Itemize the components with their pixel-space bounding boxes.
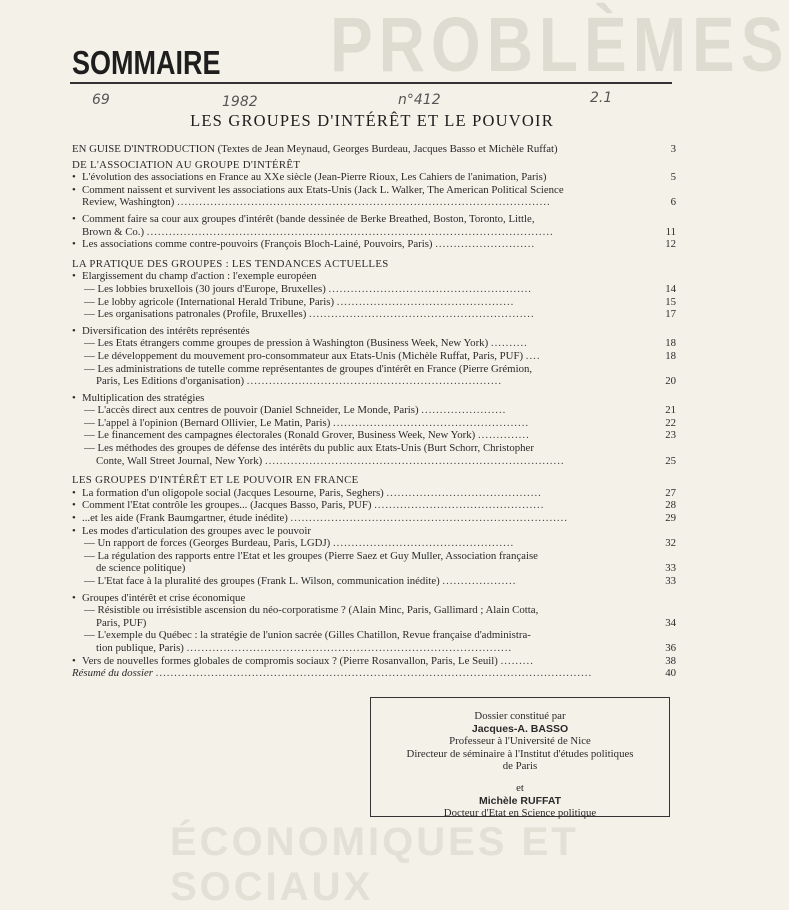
toc-page-number: 3 <box>670 143 676 155</box>
handwritten-note-1: 69 <box>92 92 110 108</box>
toc-entry-text: Paris, PUF) <box>96 616 147 629</box>
toc-page-number: 38 <box>665 654 676 667</box>
toc-entry-text: — Les Etats étrangers comme groupes de pression à Washington (Business Week, New York) <box>84 337 489 350</box>
toc-entry-text: L'évolution des associations en France au XXe siècle (Jean-Pierre Rioux, Les Cahiers de l'animation, Paris) <box>82 171 547 184</box>
toc-subsection: • Les modes d'articulation des groupes avec le pouvoir <box>72 524 311 537</box>
toc-entry-text: de science politique) <box>96 562 186 575</box>
section-heading: LES GROUPES D'INTÉRÊT ET LE POUVOIR EN FRANCE <box>72 474 359 487</box>
toc-entry: • Les associations comme contre-pouvoirs (François Bloch-Lainé, Pouvoirs, Paris) ........................... 12 <box>72 238 676 251</box>
toc-entry-text: Comment l'Etat contrôle les groupes... (Jacques Basso, Paris, PUF) <box>82 499 372 512</box>
toc-entry: — L'Etat face à la pluralité des groupes (Frank L. Wilson, communication inédite) .................... 33 <box>84 575 676 587</box>
toc-entry: — Le développement du mouvement pro-consommateur aux Etats-Unis (Michèle Ruffat, Paris, PUF) .... 18 <box>84 349 676 362</box>
toc-page-number: 25 <box>665 454 676 467</box>
masthead-rule <box>70 82 672 84</box>
toc-subsection: • Groupes d'intérêt et crise économique <box>72 591 246 604</box>
toc-entry-text: Comment naissent et survivent les associations aux Etats-Unis (Jack L. Walker, The American Political Science <box>82 183 564 196</box>
toc-entry-text: Conte, Wall Street Journal, New York) <box>96 454 263 467</box>
toc-page-number: 33 <box>665 575 676 587</box>
toc-page-number: 32 <box>665 537 676 550</box>
toc-entry <box>72 143 676 156</box>
toc-page-number: 20 <box>665 375 676 388</box>
toc-entry: • Comment naissent et survivent les associations aux Etats-Unis (Jack L. Walker, The American Political Science <box>72 183 564 196</box>
toc-page-number: 5 <box>670 171 676 184</box>
handwritten-note-4: 2.1 <box>590 90 613 106</box>
toc-entry: — Les organisations patronales (Profile, Bruxelles) ............................................................. 17 <box>84 308 676 321</box>
toc-entry: — L'accès direct aux centres de pouvoir (Daniel Schneider, Le Monde, Paris) ....................... 21 <box>84 404 676 417</box>
masthead: SOMMAIRE <box>72 44 221 82</box>
toc-page-number: 21 <box>665 404 676 417</box>
toc-entry-text: — L'exemple du Québec : la stratégie de l'union sacrée (Gilles Chatillon, Revue française d'administra- <box>84 629 531 642</box>
toc-entry-text: — Le financement des campagnes électorales (Ronald Grover, Business Week, New York) <box>84 429 476 442</box>
toc-entry <box>72 363 676 376</box>
toc-page-number: 15 <box>665 295 676 308</box>
toc-entry: — Les Etats étrangers comme groupes de pression à Washington (Business Week, New York) .......... 18 <box>84 337 676 350</box>
toc-entry-text: — L'appel à l'opinion (Bernard Ollivier, Le Matin, Paris) <box>84 416 331 429</box>
toc-entry: • La formation d'un oligopole social (Jacques Lesourne, Paris, Seghers) .......................................... 27 <box>72 486 676 499</box>
toc-entry: • Comment faire sa cour aux groupes d'intérêt (bande dessinée de Berke Breathed, Boston, Toronto, Little, <box>72 212 535 225</box>
toc-entry-text: La formation d'un oligopole social (Jacques Lesourne, Paris, Seghers) <box>82 486 384 499</box>
toc-entry-continuation: Paris, Les Editions d'organisation) ..................................................................... 20 <box>96 375 676 388</box>
toc-entry: — Les lobbies bruxellois (30 jours d'Europe, Bruxelles) ....................................................... 14 <box>84 282 676 295</box>
toc-entry-continuation: Brown & Co.) .............................................................................................................. 11 <box>82 225 676 238</box>
toc-entry: Résumé du dossier ...................................................................................................................... 40 <box>72 667 676 680</box>
toc-entry-text: — Le développement du mouvement pro-consommateur aux Etats-Unis (Michèle Ruffat, Paris, PUF) <box>84 349 524 362</box>
section-heading: DE L'ASSOCIATION AU GROUPE D'INTÉRÊT <box>72 158 301 171</box>
toc-entry-text: — Les administrations de tutelle comme représentantes de groupes d'intérêt en France (Pierre Grémion, <box>84 362 533 375</box>
toc-page-number: 29 <box>665 512 676 525</box>
toc-page-number: 6 <box>670 196 676 209</box>
toc-entry-text: Review, Washington) <box>82 196 175 209</box>
toc-entry-text: Résumé du dossier <box>72 667 153 680</box>
page-title: LES GROUPES D'INTÉRÊT ET LE POUVOIR <box>190 111 554 130</box>
toc-page-number: 36 <box>665 641 676 654</box>
handwritten-note-2: 1982 <box>222 94 258 110</box>
toc-entry-text: — L'accès direct aux centres de pouvoir (Daniel Schneider, Le Monde, Paris) <box>84 404 419 417</box>
toc-entry: • Vers de nouvelles formes globales de compromis sociaux ? (Pierre Rosanvallon, Paris, Le Seuil) ......... 38 <box>72 654 676 667</box>
toc-subsection: • Elargissement du champ d'action : l'exemple européen <box>72 270 317 283</box>
toc-entry: • L'évolution des associations en France au XXe siècle (Jean-Pierre Rioux, Les Cahiers de l'animation, Paris) 5 <box>72 171 676 184</box>
toc-page-number: 27 <box>665 486 676 499</box>
author-role: Directeur de séminaire à l'Institut d'études politiques <box>406 747 634 760</box>
toc-entry-continuation: Review, Washington) ..................................................................................................... 6 <box>82 196 676 209</box>
toc-entry-text: Brown & Co.) <box>82 225 145 238</box>
toc-entry-text: — L'Etat face à la pluralité des groupes (Frank L. Wilson, communication inédite) <box>84 575 440 587</box>
toc-entry-text: Paris, Les Editions d'organisation) <box>96 375 245 388</box>
author-name: Jacques-A. BASSO <box>471 722 569 735</box>
toc-entry-text: — Les méthodes des groupes de défense des intérêts du public aux Etats-Unis (Burt Schorr, Christopher <box>84 442 534 455</box>
toc-entry <box>72 604 676 617</box>
toc-page-number: 28 <box>665 499 676 512</box>
toc-entry: — L'appel à l'opinion (Bernard Ollivier, Le Matin, Paris) ..................................................... 22 <box>84 416 676 429</box>
toc-entry-continuation <box>72 617 676 630</box>
toc-entry-text: Vers de nouvelles formes globales de compromis sociaux ? (Pierre Rosanvallon, Paris, Le Seuil) <box>82 654 498 667</box>
toc-entry-continuation: Conte, Wall Street Journal, New York) ................................................................................. 25 <box>96 454 676 467</box>
section-heading: LA PRATIQUE DES GROUPES : LES TENDANCES ACTUELLES <box>72 257 389 270</box>
toc-page-number: 40 <box>665 667 676 680</box>
toc-entry-text: — Un rapport de forces (Georges Burdeau, Paris, LGDJ) <box>84 537 331 550</box>
toc-page-number: 22 <box>665 416 676 429</box>
toc-entry-text: Comment faire sa cour aux groupes d'intérêt (bande dessinée de Berke Breathed, Boston, Toronto, Little, <box>82 212 535 225</box>
toc-entry-text: Les associations comme contre-pouvoirs (François Bloch-Lainé, Pouvoirs, Paris) <box>82 238 433 251</box>
credits-and: et <box>516 781 524 794</box>
toc-entry-text: — Le lobby agricole (International Herald Tribune, Paris) <box>84 295 335 308</box>
toc-entry: • ...et les aide (Frank Baumgartner, étude inédite) ........................................................................... 29 <box>72 512 676 525</box>
toc-entry <box>72 629 676 642</box>
credits-box <box>370 697 670 820</box>
toc-entry: — Le financement des campagnes électorales (Ronald Grover, Business Week, New York) .............. 23 <box>84 429 676 442</box>
toc-entry <box>72 442 676 455</box>
background-bottom-watermark: ÉCONOMIQUES ET SOCIAUX <box>170 820 579 909</box>
toc-entry-text: — Les lobbies bruxellois (30 jours d'Europe, Bruxelles) <box>84 282 326 295</box>
toc-page-number: 18 <box>665 349 676 362</box>
toc-page-number: 34 <box>665 616 676 629</box>
toc-entry-continuation <box>72 562 676 575</box>
toc-entry: — Un rapport de forces (Georges Burdeau, Paris, LGDJ) ................................................. 32 <box>84 537 676 550</box>
toc-page-number: 14 <box>665 282 676 295</box>
background-masthead-watermark: PROBLÈMES <box>330 1 789 88</box>
toc-entry-text: tion publique, Paris) <box>96 641 184 654</box>
toc-page-number: 18 <box>665 337 676 350</box>
toc-subsection: • Diversification des intérêts représentés <box>72 324 250 337</box>
toc-subsection: • Multiplication des stratégies <box>72 391 205 404</box>
toc-entry-text: — Résistible ou irrésistible ascension du néo-corporatisme ? (Alain Minc, Paris, Gallimard ; Alain Cotta, <box>84 604 539 617</box>
author-role: Docteur d'Etat en Science politique <box>443 807 597 820</box>
table-of-contents <box>72 143 676 680</box>
handwritten-note-3: n°412 <box>398 92 441 108</box>
toc-entry: — Le lobby agricole (International Herald Tribune, Paris) ................................................ 15 <box>84 295 676 308</box>
toc-entry-text: — Les organisations patronales (Profile, Bruxelles) <box>84 308 307 321</box>
toc-page-number: 17 <box>665 308 676 321</box>
toc-page-number: 11 <box>665 225 676 238</box>
toc-entry <box>72 550 676 563</box>
toc-entry-continuation: tion publique, Paris) ........................................................................................ 36 <box>96 641 676 654</box>
author-role: de Paris <box>502 760 538 773</box>
author-name: Michèle RUFFAT <box>478 794 562 807</box>
credits-intro: Dossier constitué par <box>474 710 566 722</box>
toc-entry-text: ...et les aide (Frank Baumgartner, étude inédite) <box>82 512 288 525</box>
toc-page-number: 33 <box>665 562 676 575</box>
toc-entry-text: EN GUISE D'INTRODUCTION (Textes de Jean Meynaud, Georges Burdeau, Jacques Basso et Michèle Ruffat) <box>72 143 558 155</box>
toc-page-number: 12 <box>665 238 676 251</box>
toc-entry: • Comment l'Etat contrôle les groupes... (Jacques Basso, Paris, PUF) .............................................. 28 <box>72 499 676 512</box>
toc-page-number: 23 <box>665 429 676 442</box>
author-role: Professeur à l'Université de Nice <box>449 735 591 748</box>
toc-entry-text: — La régulation des rapports entre l'Etat et les groupes (Pierre Saez et Guy Muller, Association française <box>84 549 538 562</box>
